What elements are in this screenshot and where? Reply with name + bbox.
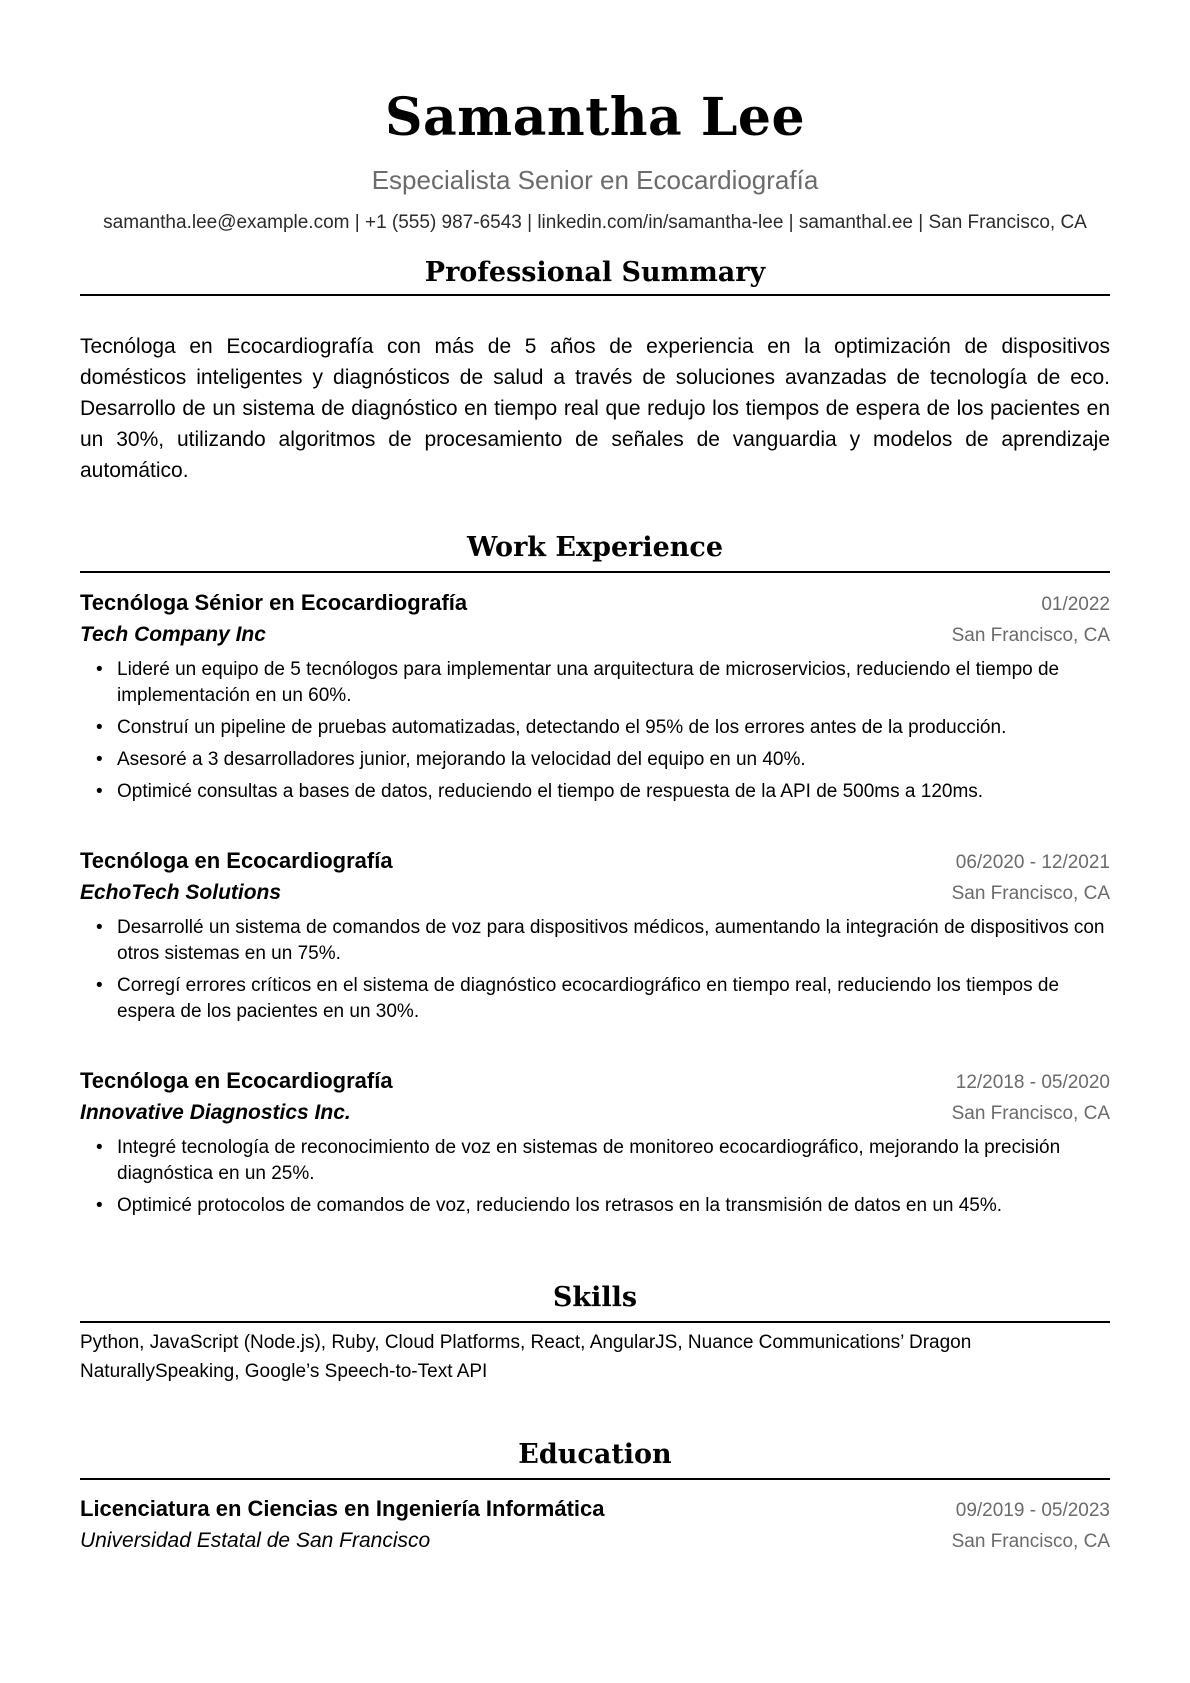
job-title: Tecnóloga en Ecocardiografía: [80, 1068, 393, 1093]
education-divider: [80, 1478, 1110, 1480]
job-bullet: [80, 973, 1110, 1025]
job-bullet: [80, 1193, 1110, 1219]
job-date: 06/2020 - 12/2021: [955, 852, 1110, 873]
experience-divider: [80, 571, 1110, 573]
job-entry: [80, 846, 1110, 1031]
job-entry: [80, 1066, 1110, 1225]
job-bullets: [80, 657, 1110, 805]
job-title: Tecnóloga en Ecocardiografía: [80, 848, 393, 873]
job-location: San Francisco, CA: [951, 883, 1110, 904]
bullet-icon: •: [96, 1137, 103, 1158]
job-location: San Francisco, CA: [951, 625, 1110, 646]
bullet-icon: •: [96, 917, 103, 938]
job-bullet: [80, 779, 1110, 805]
education-degree: Licenciatura en Ciencias en Ingeniería Informática: [80, 1496, 605, 1521]
job-bullet-text: Corregí errores críticos en el sistema de diagnóstico ecocardiográfico en tiempo real, reduciendo los tiempos de espera de los pacientes en un 30%.: [117, 975, 1060, 1022]
experience-heading: Work Experience: [466, 532, 724, 563]
education-date: 09/2019 - 05/2023: [955, 1500, 1110, 1521]
job-bullet-text: Lideré un equipo de 5 tecnólogos para implementar una arquitectura de microservicios, reduciendo el tiempo de implementación en un 60%.: [117, 659, 1060, 706]
summary-divider: [80, 294, 1110, 296]
job-bullet-text: Desarrollé un sistema de comandos de voz para dispositivos médicos, aumentando la integración de dispositivos con otros sistemas en un 75%.: [117, 917, 1105, 964]
bullet-icon: •: [96, 749, 103, 770]
contact-line: samantha.lee@example.com | +1 (555) 987-6543 | linkedin.com/in/samantha-lee | samanthal.ee | San Francisco, CA: [103, 212, 1087, 233]
job-bullets: [80, 1135, 1110, 1219]
candidate-title: Especialista Senior en Ecocardiografía: [371, 165, 819, 195]
job-bullet-text: Optimicé protocolos de comandos de voz, reduciendo los retrasos en la transmisión de datos en un 45%.: [117, 1195, 1003, 1216]
job-bullet: [80, 1135, 1110, 1187]
job-bullet-text: Optimicé consultas a bases de datos, reduciendo el tiempo de respuesta de la API de 500ms a 120ms.: [117, 781, 984, 802]
summary-text: Tecnóloga en Ecocardiografía con más de 5 años de experiencia en la optimización de dispositivos domésticos inteligentes y diagnósticos de salud a través de soluciones avanzadas de tecnología de eco. Desarrollo de un sistema de diagnóstico en tiempo real que redujo los tiempos de espera de los pacientes en un 30%, utilizando algoritmos de procesamiento de señales de vanguardia y modelos de aprendizaje automático.: [80, 335, 1110, 482]
bullet-icon: •: [96, 975, 103, 996]
skills-divider: [80, 1321, 1110, 1323]
bullet-icon: •: [96, 717, 103, 738]
bullet-icon: •: [96, 781, 103, 802]
skills-heading: Skills: [552, 1282, 638, 1313]
education-location: San Francisco, CA: [951, 1531, 1110, 1552]
job-company: Tech Company Inc: [80, 623, 266, 646]
job-bullet: [80, 715, 1110, 741]
job-location: San Francisco, CA: [951, 1103, 1110, 1124]
summary-heading: Professional Summary: [424, 257, 766, 288]
skills-text: Python, JavaScript (Node.js), Ruby, Cloud Platforms, React, AngularJS, Nuance Communications’ Dragon NaturallySpeaking, Google’s Speech-to-Text API: [80, 1332, 972, 1382]
job-bullet-text: Asesoré a 3 desarrolladores junior, mejorando la velocidad del equipo en un 40%.: [117, 749, 806, 770]
job-entry: [80, 588, 1110, 811]
candidate-name: Samantha Lee: [384, 87, 806, 148]
job-bullet: [80, 657, 1110, 709]
education-entry: [80, 1494, 1110, 1557]
education-school: Universidad Estatal de San Francisco: [80, 1529, 431, 1552]
job-date: 12/2018 - 05/2020: [955, 1072, 1110, 1093]
job-bullet-text: Integré tecnología de reconocimiento de voz en sistemas de monitoreo ecocardiográfico, mejorando la precisión diagnóstica en un 25%.: [117, 1137, 1061, 1184]
education-heading: Education: [518, 1439, 672, 1470]
job-bullet-text: Construí un pipeline de pruebas automatizadas, detectando el 95% de los errores antes de la producción.: [117, 717, 1007, 738]
job-bullets: [80, 915, 1110, 1025]
job-date: 01/2022: [1041, 594, 1110, 615]
job-title: Tecnóloga Sénior en Ecocardiografía: [80, 590, 468, 615]
bullet-icon: •: [96, 659, 103, 680]
job-company: Innovative Diagnostics Inc.: [80, 1101, 351, 1124]
job-bullet: [80, 747, 1110, 773]
job-bullet: [80, 915, 1110, 967]
job-company: EchoTech Solutions: [80, 881, 282, 904]
bullet-icon: •: [96, 1195, 103, 1216]
